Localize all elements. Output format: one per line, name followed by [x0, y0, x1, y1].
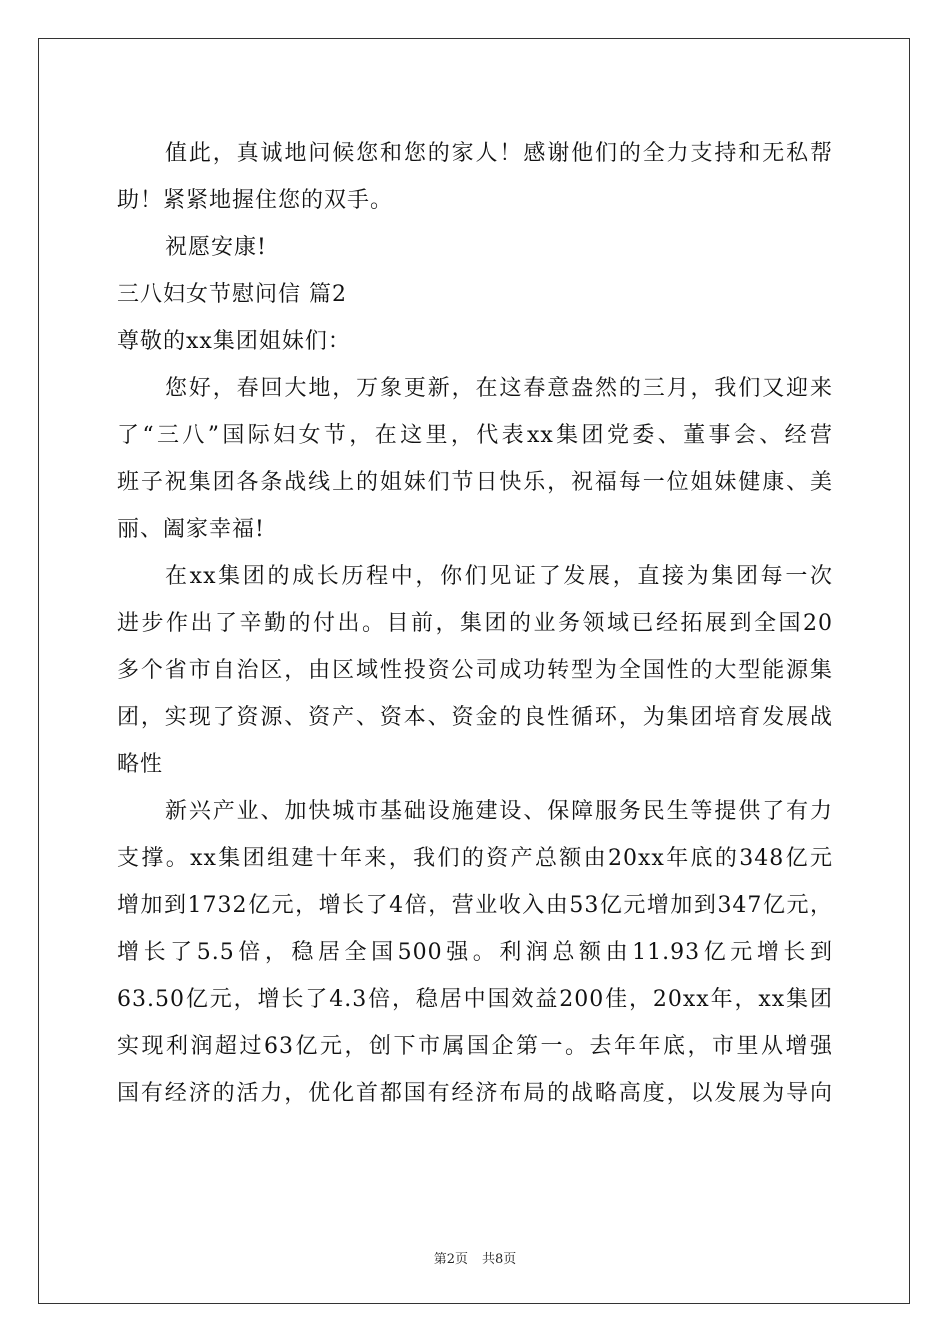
paragraph-line: 在xx集团的成长历程中，你们见证了发展，直接为集团每一次: [165, 564, 833, 589]
closing-line: 祝愿安康!: [165, 235, 267, 260]
page-total: 共8页: [482, 1252, 517, 1267]
paragraph-line: 增长了5.5倍，稳居全国500强。利润总额由11.93亿元增长到: [117, 940, 833, 965]
paragraph-line: 实现利润超过63亿元，创下市属国企第一。去年年底，市里从增强: [117, 1034, 833, 1059]
paragraph-line: 了“三八”国际妇女节，在这里，代表xx集团党委、董事会、经营: [117, 423, 833, 448]
paragraph-line: 新兴产业、加快城市基础设施建设、保障服务民生等提供了有力: [165, 799, 833, 824]
paragraph-line: 丽、阖家幸福!: [117, 517, 265, 542]
paragraph-line: 班子祝集团各条战线上的姐妹们节日快乐，祝福每一位姐妹健康、美: [117, 470, 833, 495]
paragraph-line: 略性: [117, 752, 164, 777]
paragraph-line: 进步作出了辛勤的付出。目前，集团的业务领域已经拓展到全国20: [117, 611, 833, 636]
page-footer: [0, 1248, 950, 1267]
salutation: 尊敬的xx集团姐妹们：: [117, 329, 351, 354]
paragraph-line: 支撑。xx集团组建十年来，我们的资产总额由20xx年底的348亿元: [117, 846, 833, 871]
paragraph-line: 助！紧紧地握住您的双手。: [117, 188, 394, 213]
paragraph-line: 增加到1732亿元，增长了4倍，营业收入由53亿元增加到347亿元，: [117, 893, 833, 918]
paragraph-line: 您好，春回大地，万象更新，在这春意盎然的三月，我们又迎来: [165, 376, 833, 401]
section-heading: 三八妇女节慰问信 篇2: [117, 282, 347, 307]
document-body: [117, 130, 833, 1117]
paragraph-line: 国有经济的活力，优化首都国有经济布局的战略高度，以发展为导向: [117, 1081, 833, 1106]
paragraph-line: 团，实现了资源、资产、资本、资金的良性循环，为集团培育发展战: [117, 705, 833, 730]
paragraph-line: 多个省市自治区，由区域性投资公司成功转型为全国性的大型能源集: [117, 658, 833, 683]
paragraph-line: 值此，真诚地问候您和您的家人！感谢他们的全力支持和无私帮: [165, 141, 833, 166]
page-number: 第2页: [433, 1252, 468, 1267]
paragraph-line: 63.50亿元，增长了4.3倍，稳居中国效益200佳，20xx年，xx集团: [117, 987, 833, 1012]
